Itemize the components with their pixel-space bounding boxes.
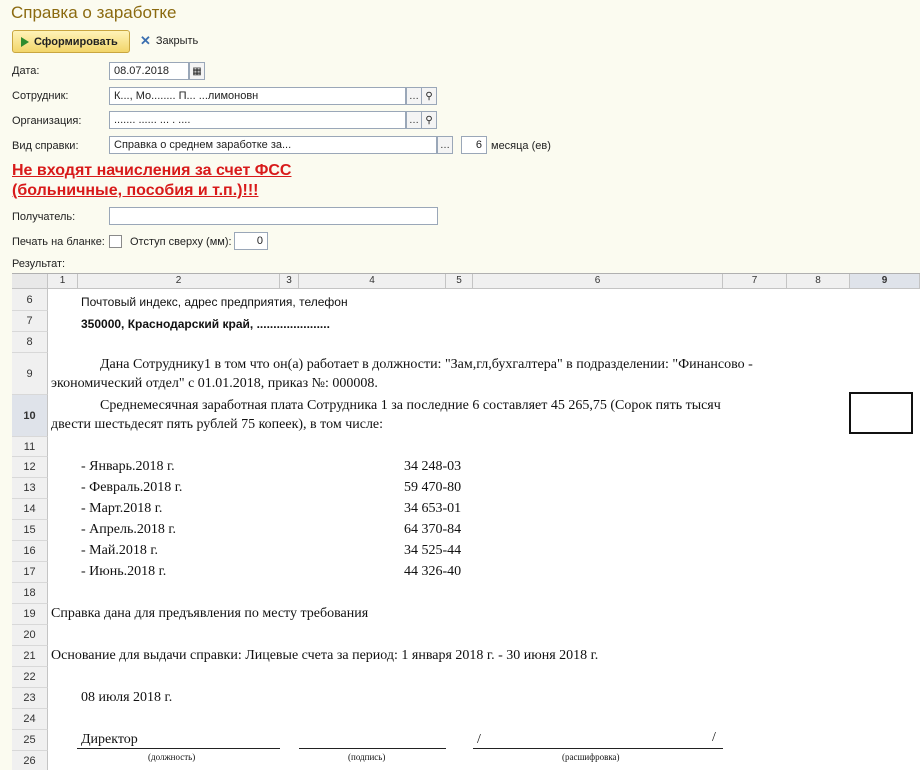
- months-label: месяца (ев): [491, 140, 551, 152]
- decode-caption: (расшифровка): [562, 752, 620, 762]
- salary-text-2: двести шестьдесят пять рублей 75 копеек), в том числе:: [51, 417, 384, 432]
- row-header[interactable]: 24: [12, 709, 48, 730]
- row-header[interactable]: 12: [12, 457, 48, 478]
- month-amount: 34 653-01: [404, 501, 462, 516]
- signature-caption: (подпись): [348, 752, 386, 762]
- row-header[interactable]: 20: [12, 625, 48, 646]
- row-header[interactable]: 18: [12, 583, 48, 604]
- play-icon: [21, 37, 29, 47]
- column-header[interactable]: 1: [48, 274, 78, 289]
- row-header[interactable]: 8: [12, 332, 48, 353]
- recipient-label: Получатель:: [12, 211, 76, 223]
- name-bracket-right: /: [712, 730, 716, 745]
- column-header[interactable]: 3: [280, 274, 299, 289]
- generate-button[interactable]: [12, 30, 130, 53]
- address-caption: Почтовый индекс, адрес предприятия, телефон: [81, 295, 348, 309]
- top-offset-field[interactable]: 0: [234, 232, 268, 250]
- employment-text-1: Дана Сотруднику1 в том что он(а) работает в должности: "Зам,гл,бухгалтера" в подразделении: "Финансово -: [100, 357, 753, 372]
- warning-line-2: (больничные, пособия и т.п.)!!!: [12, 182, 259, 199]
- month-amount: 44 326-40: [404, 564, 462, 579]
- cert-type-select-button[interactable]: …: [437, 136, 453, 154]
- row-header[interactable]: 17: [12, 562, 48, 583]
- selected-cell[interactable]: [849, 392, 913, 434]
- column-header[interactable]: 4: [299, 274, 446, 289]
- signature-line: [299, 748, 446, 749]
- column-header[interactable]: 8: [787, 274, 850, 289]
- close-button[interactable]: [140, 33, 198, 49]
- decode-line: [473, 748, 723, 749]
- cert-type-field[interactable]: Справка о среднем заработке за...: [109, 136, 437, 154]
- name-bracket-left: /: [477, 732, 481, 747]
- position-caption: (должность): [148, 752, 196, 762]
- row-header[interactable]: 14: [12, 499, 48, 520]
- row-header[interactable]: 6: [12, 289, 48, 311]
- employee-field[interactable]: К..., Мо........ П... ...лимоновн: [109, 87, 406, 105]
- column-header[interactable]: 5: [446, 274, 473, 289]
- month-name: - Январь.2018 г.: [81, 459, 175, 474]
- date-field[interactable]: 08.07.2018: [109, 62, 189, 80]
- row-header[interactable]: 11: [12, 437, 48, 457]
- document-date: 08 июля 2018 г.: [81, 690, 173, 705]
- print-on-form-label: Печать на бланке:: [12, 236, 105, 248]
- employee-label: Сотрудник:: [12, 90, 69, 102]
- month-name: - Март.2018 г.: [81, 501, 163, 516]
- position-text: Директор: [81, 732, 138, 747]
- recipient-field[interactable]: [109, 207, 438, 225]
- close-icon: ✕: [140, 33, 151, 48]
- basis-text: Основание для выдачи справки: Лицевые счета за период: 1 января 2018 г. - 30 июня 2018 г.: [51, 648, 599, 663]
- month-name: - Апрель.2018 г.: [81, 522, 177, 537]
- position-line: [77, 748, 280, 749]
- calendar-icon[interactable]: ▦: [189, 62, 205, 80]
- warning-line-1: Не входят начисления за счет ФСС: [12, 162, 292, 179]
- salary-text-1: Среднемесячная заработная плата Сотрудника 1 за последние 6 составляет 45 265,75 (Сорок пять тысяч: [100, 398, 721, 413]
- month-amount: 59 470-80: [404, 480, 462, 495]
- row-header[interactable]: 7: [12, 311, 48, 332]
- purpose-text: Справка дана для предъявления по месту требования: [51, 606, 369, 621]
- row-header[interactable]: 13: [12, 478, 48, 499]
- month-amount: 34 525-44: [404, 543, 462, 558]
- row-header[interactable]: 19: [12, 604, 48, 625]
- result-spreadsheet[interactable]: [12, 273, 920, 770]
- organization-field[interactable]: ....... ...... ... . ....: [109, 111, 406, 129]
- generate-label: Сформировать: [34, 35, 118, 48]
- month-name: - Февраль.2018 г.: [81, 480, 183, 495]
- months-field[interactable]: 6: [461, 136, 487, 154]
- organization-label: Организация:: [12, 115, 82, 127]
- row-header[interactable]: 23: [12, 688, 48, 709]
- row-header[interactable]: 15: [12, 520, 48, 541]
- top-offset-label: Отступ сверху (мм):: [130, 236, 232, 248]
- cert-type-label: Вид справки:: [12, 140, 79, 152]
- month-amount: 34 248-03: [404, 459, 462, 474]
- organization-select-button[interactable]: …: [406, 111, 422, 129]
- row-header[interactable]: 16: [12, 541, 48, 562]
- employee-select-button[interactable]: …: [406, 87, 422, 105]
- address-value: 350000, Краснодарский край, ......................: [81, 317, 330, 331]
- column-header[interactable]: 7: [723, 274, 787, 289]
- month-name: - Июнь.2018 г.: [81, 564, 167, 579]
- month-name: - Май.2018 г.: [81, 543, 158, 558]
- month-amount: 64 370-84: [404, 522, 462, 537]
- row-header[interactable]: 21: [12, 646, 48, 667]
- row-header[interactable]: 10: [12, 395, 48, 437]
- print-on-form-checkbox[interactable]: [109, 235, 122, 248]
- row-header[interactable]: 25: [12, 730, 48, 751]
- employment-text-2: экономический отдел" с 01.01.2018, приказ №: 000008.: [51, 376, 378, 391]
- date-label: Дата:: [12, 65, 40, 77]
- search-icon[interactable]: ⚲: [421, 111, 437, 129]
- close-label: Закрыть: [155, 35, 199, 47]
- corner-cell: [12, 274, 48, 289]
- result-label: Результат:: [12, 258, 66, 270]
- row-header[interactable]: 26: [12, 751, 48, 770]
- column-header[interactable]: 6: [473, 274, 723, 289]
- search-icon[interactable]: ⚲: [421, 87, 437, 105]
- window-title: Справка о заработке: [11, 3, 177, 22]
- row-header[interactable]: 22: [12, 667, 48, 688]
- row-header[interactable]: 9: [12, 353, 48, 395]
- column-header[interactable]: 2: [78, 274, 280, 289]
- column-header[interactable]: 9: [850, 274, 920, 289]
